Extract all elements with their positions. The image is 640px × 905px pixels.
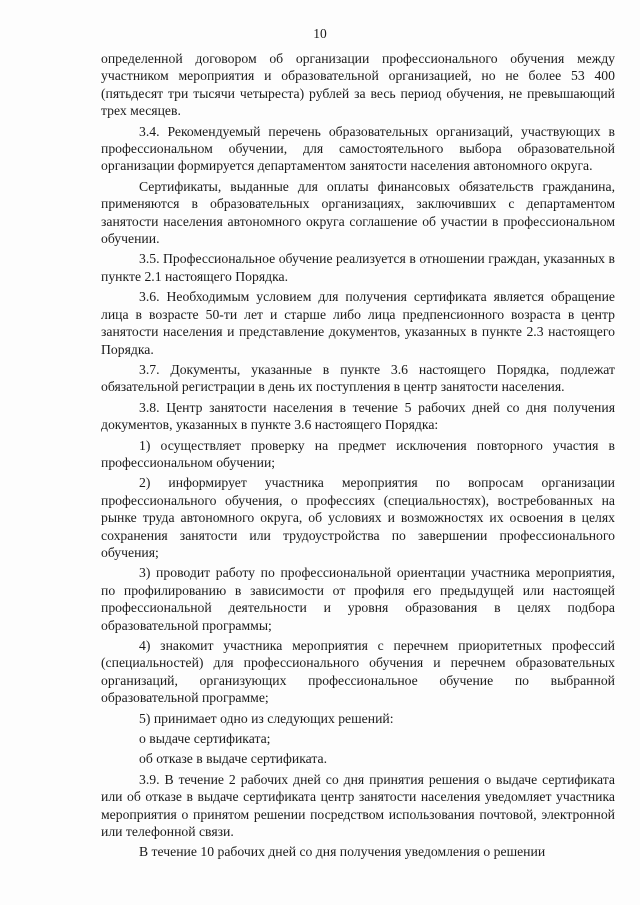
- paragraph-3-9: 3.9. В течение 2 рабочих дней со дня принятия решения о выдаче сертификата или об отказе в выдаче сертификата центр занятости населения уведомляет участника мероприятия о принятом решении посредством использования почтовой, электронной или телефонной связи.: [101, 771, 615, 840]
- page-number: 10: [313, 26, 327, 41]
- list-item-3-8-1: 1) осуществляет проверку на предмет исключения повторного участия в профессиональном обучении;: [101, 437, 615, 470]
- list-item-3-8-2: 2) информирует участника мероприятия по вопросам организации профессионального обучения, о профессиях (специальностях), востребованных на рынке труда автономного округа, об условиях и возможностях их освоения в целях сохранения занятости или трудоустройства по завершении профессионального обучения;: [101, 475, 615, 560]
- paragraph-10-days: В течение 10 рабочих дней со дня получения уведомления о решении: [139, 844, 546, 860]
- paragraph-3-4: 3.4. Рекомендуемый перечень образовательных организаций, участвующих в профессиональном обучении, для самостоятельного выбора образовательной организации формируется департаментом занятости населения автономного округа.: [101, 123, 615, 174]
- paragraph-3-8: 3.8. Центр занятости населения в течение 5 рабочих дней со дня получения документов, указанных в пункте 3.6 настоящего Порядка:: [101, 399, 615, 433]
- decision-issue-item: о выдаче сертификата;: [139, 731, 271, 747]
- document-body: [101, 50, 615, 861]
- paragraph-certificates: Сертификаты, выданные для оплаты финансовых обязательств гражданина, применяются в образовательных организациях, заключивших с департаментом занятости населения автономного округа соглашение об участии в профессиональном обучении.: [101, 178, 615, 247]
- paragraph-3-5: 3.5. Профессиональное обучение реализуется в отношении граждан, указанных в пункте 2.1 настоящего Порядка.: [101, 251, 615, 284]
- list-item-3-8-5: 5) принимает одно из следующих решений:: [139, 710, 394, 726]
- paragraph-3-6: 3.6. Необходимым условием для получения сертификата является обращение лица в возрасте 50-ти лет и старше либо лица предпенсионного возраста в центр занятости населения и представление документов, указанных в пункте 2.3 настоящего Порядка.: [101, 289, 615, 357]
- paragraph-3-7: 3.7. Документы, указанные в пункте 3.6 настоящего Порядка, подлежат обязательной регистрации в день их поступления в центр занятости населения.: [101, 361, 615, 395]
- decision-refuse-item: об отказе в выдаче сертификата.: [139, 751, 328, 767]
- list-item-3-8-3: 3) проводит работу по профессиональной ориентации участника мероприятия, по профилированию в зависимости от профиля его предыдущей или настоящей профессиональной деятельности и уровня образования в целях подбора образовательной программы;: [101, 565, 615, 633]
- paragraph-continuation: определенной договором об организации профессионального обучения между участником мероприятия и образовательной организацией, но не более 53 400 (пятьдесят три тысячи четыреста) рублей за весь период обучения, не превышающий трех месяцев.: [101, 51, 615, 119]
- list-item-3-8-4: 4) знакомит участника мероприятия с перечнем приоритетных профессий (специальностей) для профессионального обучения и перечнем образовательных организаций, организующих профессиональное обучение по выбранной образовательной программе;: [101, 638, 615, 706]
